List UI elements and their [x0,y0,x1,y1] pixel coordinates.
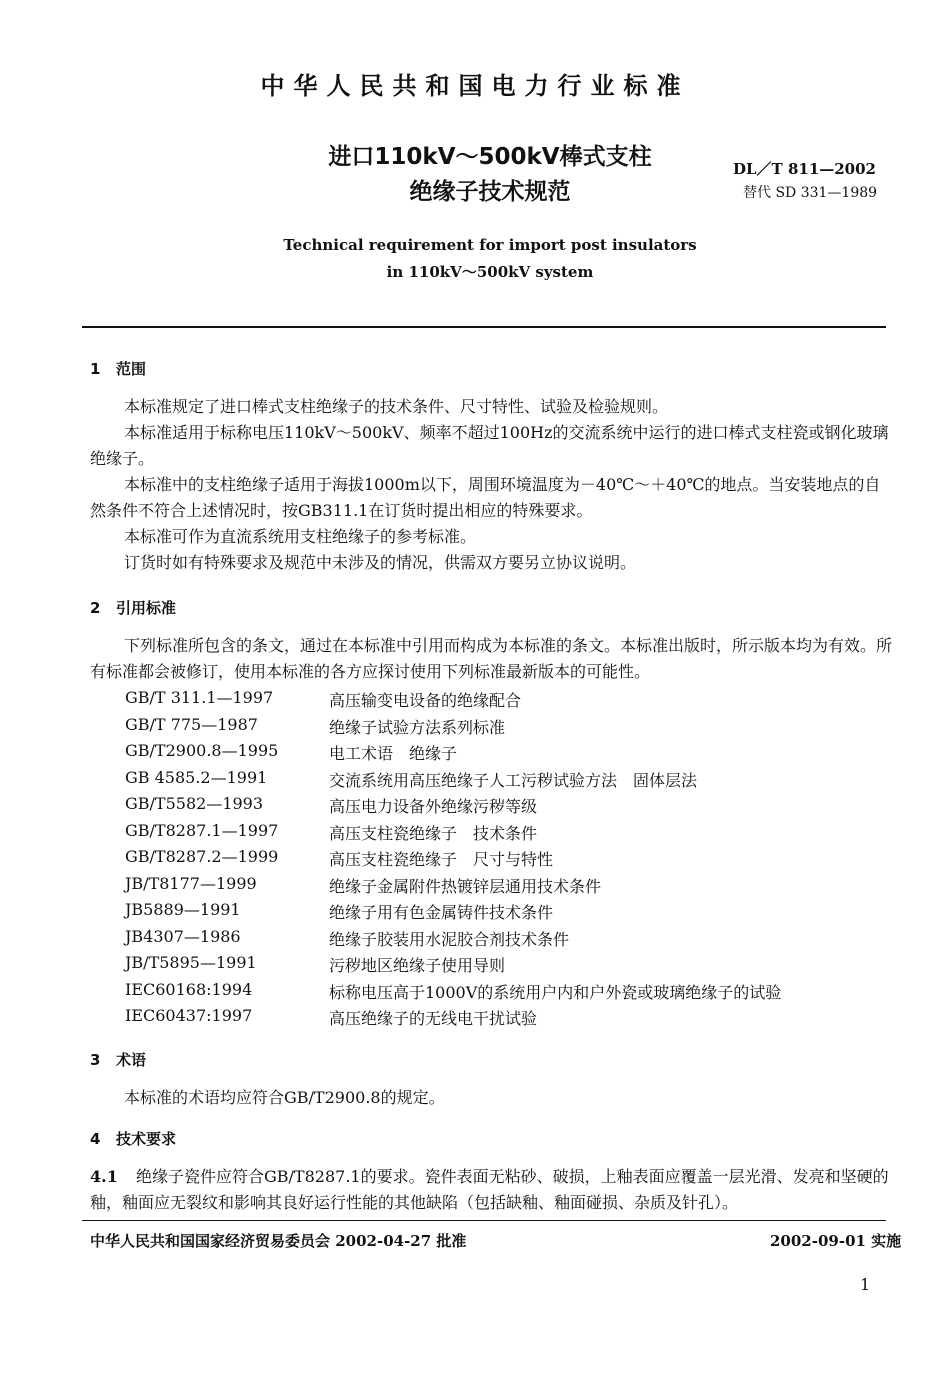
reference-code: GB/T5582—1993 [125,794,264,813]
section-heading-technical-requirements [90,1128,176,1149]
reference-title: 高压支柱瓷绝缘子 技术条件 [329,824,538,843]
header-divider [82,326,886,328]
page-number: 1 [860,1275,871,1294]
reference-code: JB4307—1986 [125,927,241,946]
section-heading-terms [90,1049,146,1070]
reference-code: GB/T2900.8—1995 [125,741,279,760]
reference-code: GB/T8287.1—1997 [125,821,279,840]
reference-code: JB5889—1991 [125,900,241,919]
section-number: 1 [90,360,101,378]
reference-code: JB/T5895—1991 [125,953,257,972]
section-heading-scope [90,358,146,379]
reference-title: 交流系统用高压绝缘子人工污秽试验方法 固体层法 [329,771,698,790]
section-title: 技术要求 [116,1130,177,1148]
title-line-2: 绝缘子技术规范 [409,179,571,205]
reference-title: 污秽地区绝缘子使用导则 [329,956,506,975]
paragraph: 下列标准所包含的条文，通过在本标准中引用而构成为本标准的条文。本标准出版时，所示版本均为有效。所有标准都会被修订，使用本标准的各方应探讨使用下列标准最新版本的可能性。 [90,636,893,681]
reference-code: IEC60437:1997 [125,1006,253,1025]
title-line-1: 进口110kV～500kV棒式支柱 [328,144,652,170]
implementation-date: 2002-09-01 实施 [770,1232,902,1250]
reference-code: GB 4585.2—1991 [125,768,268,787]
reference-title: 标称电压高于1000V的系统用户内和户外瓷或玻璃绝缘子的试验 [329,983,782,1002]
clause-number: 4.1 [90,1167,118,1186]
english-title [200,232,780,286]
reference-code: IEC60168:1994 [125,980,253,999]
clause-text: 绝缘子瓷件应符合GB/T8287.1的要求。瓷件表面无粘砂、破损，上釉表面应覆盖一层光滑、发亮和坚硬的釉，釉面应无裂纹和影响其良好运行性能的其他缺陷（包括缺釉、釉面碰损、杂质及针孔）。 [90,1167,889,1212]
paragraph: 本标准的术语均应符合GB/T2900.8的规定。 [124,1088,445,1107]
section-title: 术语 [116,1051,147,1069]
standard-number: DL／T 811—2002 [733,160,876,178]
footer-divider [82,1220,886,1221]
reference-title: 绝缘子金属附件热镀锌层通用技术条件 [329,877,602,896]
clause-4-1 [90,1164,892,1216]
section-number: 4 [90,1130,101,1148]
reference-code: GB/T8287.2—1999 [125,847,279,866]
english-title-line-1: Technical requirement for import post insulators [283,236,697,254]
reference-title: 高压支柱瓷绝缘子 尺寸与特性 [329,850,554,869]
paragraph: 本标准可作为直流系统用支柱绝缘子的参考标准。 [124,527,477,546]
reference-title: 高压电力设备外绝缘污秽等级 [329,797,538,816]
section-number: 3 [90,1051,101,1069]
paragraph: 订货时如有特殊要求及规范中未涉及的情况，供需双方要另立协议说明。 [124,553,637,572]
paragraph: 本标准适用于标称电压110kV～500kV、频率不超过100Hz的交流系统中运行的进口棒式支柱瓷或钢化玻璃绝缘子。 [90,423,889,468]
section-heading-references [90,597,176,618]
section-title: 范围 [116,360,147,378]
reference-code: GB/T 775—1987 [125,715,258,734]
approval-statement: 中华人民共和国国家经济贸易委员会 2002-04-27 批准 [90,1232,467,1250]
reference-code: GB/T 311.1—1997 [125,688,274,707]
reference-code: JB/T8177—1999 [125,874,257,893]
reference-title: 绝缘子试验方法系列标准 [329,718,506,737]
english-title-line-2: in 110kV～500kV system [386,263,594,281]
paragraph: 本标准规定了进口棒式支柱绝缘子的技术条件、尺寸特性、试验及检验规则。 [124,397,669,416]
reference-title: 高压绝缘子的无线电干扰试验 [329,1009,538,1028]
section-title: 引用标准 [116,599,177,617]
reference-title: 绝缘子胶装用水泥胶合剂技术条件 [329,930,570,949]
paragraph: 本标准中的支柱绝缘子适用于海拔1000m以下，周围环境温度为－40℃～＋40℃的地点。当安装地点的自然条件不符合上述情况时，按GB311.1在订货时提出相应的特殊要求。 [90,475,881,520]
reference-title: 绝缘子用有色金属铸件技术条件 [329,903,554,922]
document-title [240,140,740,210]
section-number: 2 [90,599,101,617]
document-header: 中华人民共和国电力行业标准 [260,72,690,100]
reference-title: 高压输变电设备的绝缘配合 [329,691,522,710]
replaces-standard: 替代 SD 331—1989 [743,185,878,201]
reference-title: 电工术语 绝缘子 [329,744,458,763]
